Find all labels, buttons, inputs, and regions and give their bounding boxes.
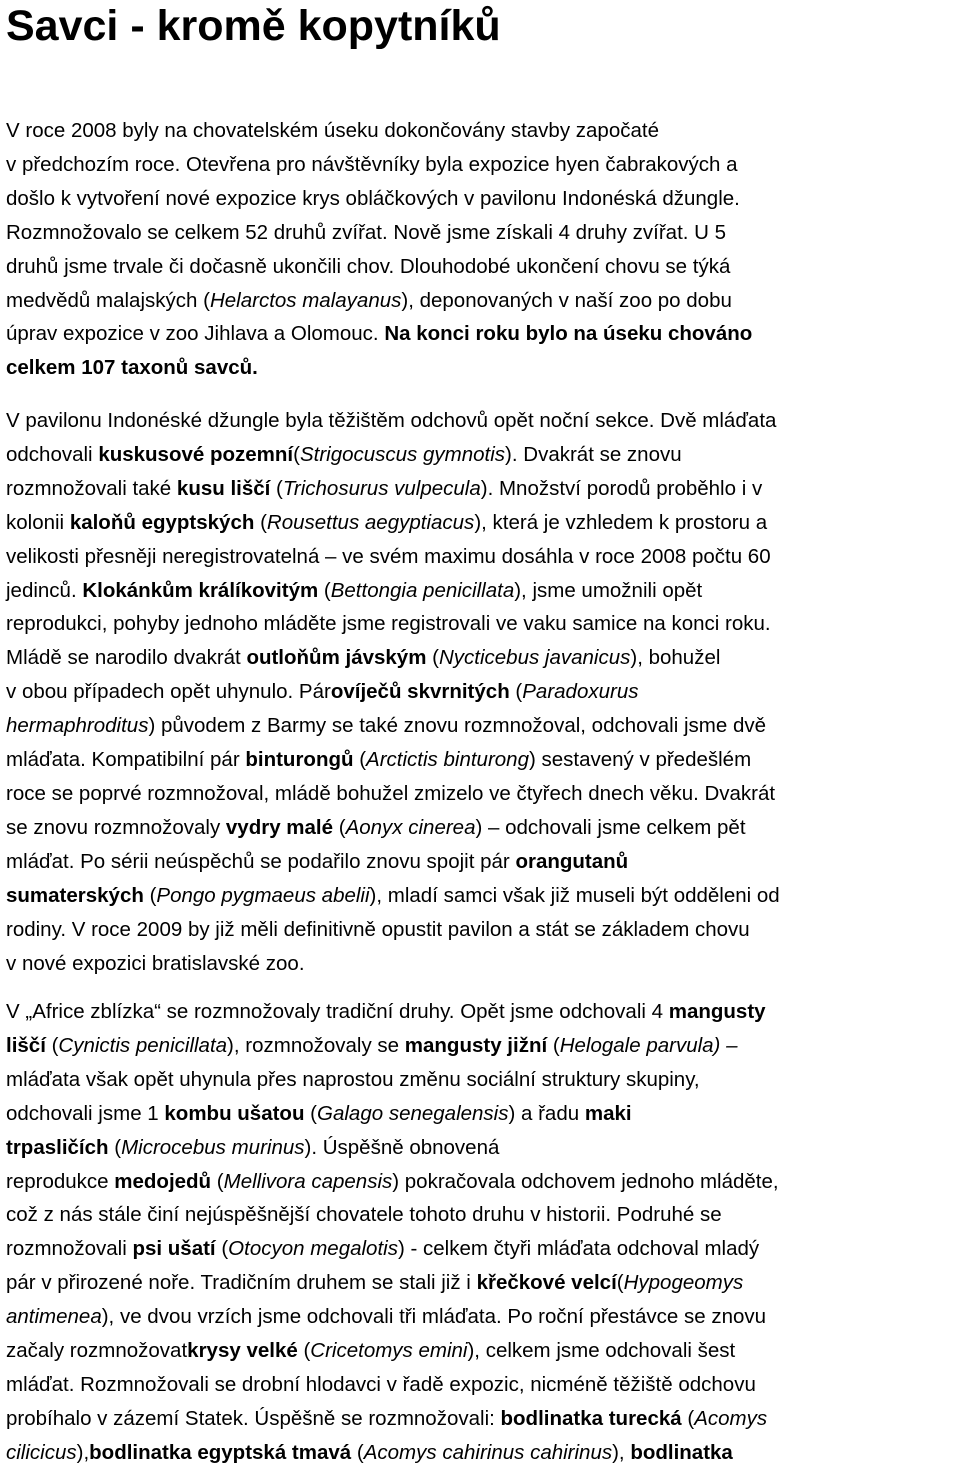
bold-run: mangusty <box>668 1000 766 1023</box>
text-run: mláďata. Kompatibilní pár <box>6 748 246 772</box>
bold-run: sumaterských <box>6 883 144 907</box>
text-run: ). Množství porodů proběhlo i v <box>480 476 763 500</box>
text-run: úprav expozice v zoo Jihlava a Olomouc. <box>6 322 385 346</box>
text-run: ), mladí samci však již museli být odděleni od <box>369 883 780 907</box>
text-run: ( <box>318 578 331 602</box>
text-line <box>6 148 956 182</box>
text-run: rozmnožovali také <box>6 476 177 500</box>
text-line <box>6 1097 956 1131</box>
italic-run: Mellivora capensis <box>223 1169 393 1193</box>
text-run: rodiny. V roce 2009 by již měli definitivně opustit pavilon a stát se základem chovu <box>6 917 750 941</box>
italic-run: Aonyx cinerea <box>345 815 476 839</box>
italic-run: Helogale parvula) – <box>559 1033 738 1057</box>
italic-run: Nycticebus javanicus <box>438 646 631 670</box>
bold-run: ovíječů skvrnitých <box>330 680 510 704</box>
text-run: ( <box>45 1033 59 1057</box>
italic-run: Cricetomys emini <box>310 1339 468 1363</box>
text-run: ), jsme umožnili opět <box>514 578 703 602</box>
text-line <box>6 811 956 845</box>
italic-run: cilicicus <box>6 1440 77 1464</box>
bold-run: křečkové velcí <box>476 1271 617 1295</box>
text-run: ( <box>211 1169 224 1193</box>
italic-run: antimenea <box>6 1305 102 1329</box>
text-line <box>6 472 956 506</box>
italic-run: Trichosurus vulpecula <box>282 476 481 500</box>
text-run: mláďata však opět uhynula přes naprostou změnu sociální struktury skupiny, <box>6 1067 700 1091</box>
text-run: ), ve dvou vrzích jsme odchovali tři mláďata. Po roční přestávce se znovu <box>101 1305 767 1329</box>
text-run: ( <box>304 1101 318 1125</box>
text-line <box>6 675 956 709</box>
text-run: ( <box>616 1271 624 1295</box>
text-run: ), <box>76 1440 90 1464</box>
italic-run: Acomys cahirinus cahirinus <box>363 1440 613 1464</box>
text-run: ( <box>547 1033 560 1057</box>
text-run: odchovali jsme 1 <box>6 1101 165 1125</box>
text-run: jedinců. <box>6 578 83 602</box>
italic-run: Bettongia penicillata <box>330 578 515 602</box>
text-run: rozmnožovali <box>6 1237 133 1261</box>
text-run: se znovu rozmnožovaly <box>6 815 226 839</box>
text-run: velikosti přesněji neregistrovatelná – ve svém maximu dosáhla v roce 2008 počtu 60 <box>6 544 771 568</box>
bold-run: kusu liščí <box>176 476 271 500</box>
text-line <box>6 506 956 540</box>
text-line <box>6 182 956 216</box>
text-line <box>6 1266 956 1300</box>
text-run: ) původem z Barmy se také znovu rozmnožoval, odchovali jsme dvě <box>148 714 767 738</box>
bold-run: kuskusové pozemní <box>98 442 294 466</box>
text-run: ), deponovaných v naší zoo po dobu <box>401 288 732 312</box>
text-run: ( <box>297 1339 311 1363</box>
text-run: ( <box>353 748 367 772</box>
bold-run: krysy velké <box>187 1339 298 1363</box>
text-run: došlo k vytvoření nové expozice krys obláčkových v pavilonu Indonéská džungle. <box>6 186 740 210</box>
text-line <box>6 607 956 641</box>
text-run: ) sestavený v předešlém <box>528 748 752 772</box>
text-line <box>6 250 956 284</box>
bold-run: celkem 107 taxonů savců. <box>6 356 258 380</box>
text-run: ( <box>351 1440 364 1464</box>
text-line <box>6 947 956 981</box>
text-line <box>6 1198 956 1232</box>
text-run: odchovali <box>6 442 99 466</box>
text-run: kolonii <box>6 510 70 534</box>
text-line <box>6 216 956 250</box>
text-line <box>6 1029 956 1063</box>
text-line <box>6 1165 956 1199</box>
italic-run: Pongo pygmaeus abelii <box>156 883 370 907</box>
text-line <box>6 777 956 811</box>
text-run: roce se poprvé rozmnožoval, mládě bohužel zmizelo ve čtyřech dnech věku. Dvakrát <box>6 781 776 805</box>
italic-run: Rousettus aegyptiacus <box>266 510 475 534</box>
text-run: ( <box>143 883 157 907</box>
text-run: začaly rozmnožovat <box>6 1339 188 1363</box>
italic-run: Paradoxurus <box>522 680 639 704</box>
bold-run: vydry malé <box>225 815 334 839</box>
italic-run: Strigocuscus gymnotis <box>299 442 506 466</box>
bold-run: liščí <box>6 1033 46 1057</box>
text-run: ( <box>215 1237 229 1261</box>
text-run: ), rozmnožovaly se <box>227 1033 405 1057</box>
bold-run: kaloňů egyptských <box>69 510 255 534</box>
text-line <box>6 1063 956 1097</box>
bold-run: bodlinatka egyptská tmavá <box>89 1440 352 1464</box>
bold-run: trpasličích <box>6 1135 109 1159</box>
text-run: ( <box>681 1406 695 1430</box>
bold-run: medojedů <box>114 1169 212 1193</box>
text-line <box>6 540 956 574</box>
text-run: ( <box>270 476 283 500</box>
text-line <box>6 1334 956 1368</box>
text-run: ) pokračovala odchovem jednoho mláděte, <box>392 1169 779 1193</box>
text-run: medvědů malajských ( <box>6 288 210 312</box>
text-run: druhů jsme trvale či dočasně ukončili chov. Dlouhodobé ukončení chovu se týká <box>6 254 731 278</box>
italic-run: Otocyon megalotis <box>228 1237 398 1261</box>
text-line <box>6 1300 956 1334</box>
text-line <box>6 1131 956 1165</box>
text-run: ( <box>293 442 300 466</box>
text-line <box>6 845 956 879</box>
text-line <box>6 1232 956 1266</box>
text-line <box>6 709 956 743</box>
text-run: ( <box>254 510 267 534</box>
text-line <box>6 317 956 351</box>
text-run: mláďat. Rozmnožovali se drobní hlodavci v řadě expozic, nicméně těžiště odchovu <box>6 1372 756 1396</box>
text-run: Rozmnožovalo se celkem 52 druhů zvířat. Nově jsme získali 4 druhy zvířat. U 5 <box>6 220 727 244</box>
text-run: ( <box>108 1135 122 1159</box>
text-line <box>6 743 956 777</box>
text-run: v nové expozici bratislavské zoo. <box>6 951 305 975</box>
text-run: ) a řadu <box>508 1101 585 1125</box>
text-line <box>6 913 956 947</box>
italic-run: Galago senegalensis <box>317 1101 509 1125</box>
bold-run: psi ušatí <box>132 1237 216 1261</box>
text-line <box>6 1402 956 1436</box>
text-run: v obou případech opět uhynulo. Pár <box>6 680 331 704</box>
text-run: v předchozím roce. Otevřena pro návštěvníky byla expozice hyen čabrakových a <box>6 152 738 176</box>
italic-run: Hypogeomys <box>623 1271 744 1295</box>
italic-run: Acomys <box>694 1406 768 1430</box>
text-run: mláďat. Po sérii neúspěchů se podařilo znovu spojit pár <box>6 849 516 873</box>
bold-run: binturongů <box>245 748 354 772</box>
text-run: ). Úspěšně obnovená <box>304 1135 500 1159</box>
paragraph-africa-up-close <box>6 995 956 1470</box>
bold-run: Klokánkům králíkovitým <box>82 578 319 602</box>
bold-run: bodlinatka <box>630 1440 733 1464</box>
text-run: ) – odchovali jsme celkem pět <box>475 815 746 839</box>
bold-run: orangutanů <box>515 849 629 873</box>
text-run: reprodukci, pohyby jednoho mláděte jsme registrovali ve vaku samice na konci roku. <box>6 612 771 636</box>
bold-run: mangusty jižní <box>404 1033 548 1057</box>
text-run: ), která je vzhledem k prostoru a <box>474 510 768 534</box>
bold-run: maki <box>584 1101 632 1125</box>
text-line <box>6 438 956 472</box>
text-run: ), celkem jsme odchovali šest <box>467 1339 736 1363</box>
text-run: ( <box>333 815 346 839</box>
text-run: Mládě se narodilo dvakrát <box>6 646 247 670</box>
text-run: ( <box>426 646 439 670</box>
text-line <box>6 995 956 1029</box>
text-line <box>6 284 956 318</box>
text-line <box>6 1368 956 1402</box>
text-line <box>6 1436 956 1470</box>
text-run: pár v přirozené noře. Tradičním druhem se stali již i <box>6 1271 477 1295</box>
page-title: Savci - kromě kopytníků <box>6 2 501 50</box>
bold-run: Na konci roku bylo na úseku chováno <box>384 322 753 346</box>
text-line <box>6 879 956 913</box>
text-run: V pavilonu Indonéské džungle byla těžištěm odchovů opět noční sekce. Dvě mláďata <box>6 409 777 432</box>
text-run: V roce 2008 byly na chovatelském úseku dokončovány stavby započaté <box>6 119 659 142</box>
text-run: ) - celkem čtyři mláďata odchoval mladý <box>397 1237 760 1261</box>
text-run: ), bohužel <box>630 646 721 670</box>
text-line <box>6 641 956 675</box>
italic-run: Microcebus murinus <box>121 1135 305 1159</box>
italic-run: hermaphroditus <box>6 714 149 738</box>
italic-run: Helarctos malayanus <box>209 288 402 312</box>
bold-run: bodlinatka turecká <box>500 1406 682 1430</box>
text-run: ). Dvakrát se znovu <box>505 442 682 466</box>
text-line <box>6 351 956 385</box>
text-run: probíhalo v zázemí Statek. Úspěšně se rozmnožovali: <box>6 1406 501 1430</box>
bold-run: kombu ušatou <box>164 1101 305 1125</box>
paragraph-indonesian-jungle <box>6 404 956 980</box>
text-line <box>6 574 956 608</box>
text-run: což z nás stále činí nejúspěšnější chovatele tohoto druhu v historii. Podruhé se <box>6 1203 722 1227</box>
italic-run: Cynictis penicillata <box>58 1033 228 1057</box>
text-run: reprodukce <box>6 1169 115 1193</box>
text-line <box>6 404 956 438</box>
paragraph-intro <box>6 114 956 385</box>
text-line <box>6 114 956 148</box>
text-run: V „Africe zblízka“ se rozmnožovaly tradiční druhy. Opět jsme odchovali 4 <box>6 1000 669 1023</box>
text-run: ( <box>509 680 523 704</box>
bold-run: outloňům jávským <box>246 646 427 670</box>
text-run: ), <box>612 1440 631 1464</box>
italic-run: Arctictis binturong <box>366 748 529 772</box>
